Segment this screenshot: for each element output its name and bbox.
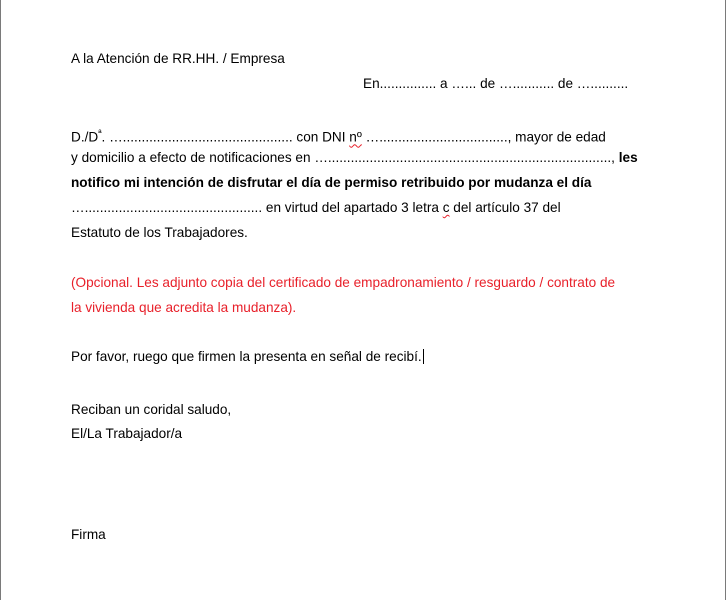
- date-line: En............... a …... de …........... de …..........: [363, 76, 629, 91]
- article-text: del artículo 37 del: [449, 200, 561, 215]
- paragraph-identity-line-2: [71, 150, 638, 166]
- address-blank: y domicilio a efecto de notificaciones en …...........................................................................,: [71, 150, 615, 165]
- paragraph-identity-line-1: [71, 125, 606, 146]
- name-blank: . …............................................. con DNI: [101, 129, 350, 145]
- title-prefix: D./D: [71, 129, 99, 145]
- text-cursor: [423, 349, 424, 364]
- title-superscript: ª: [98, 128, 102, 138]
- les-text: les: [614, 150, 638, 165]
- dni-number-label: nº: [349, 129, 362, 145]
- date-blank: …............................................... en virtud del apartado 3 letra: [71, 200, 443, 215]
- sender-line: El/La Trabajador/a: [71, 426, 183, 441]
- request-text: Por favor, ruego que firmen la presenta en señal de recibí.: [71, 349, 422, 364]
- paragraph-identity-line-5: Estatuto de los Trabajadores.: [71, 225, 248, 240]
- paragraph-identity-line-3: notifico mi intención de disfrutar el día de permiso retribuido por mudanza el día: [71, 175, 592, 190]
- dni-blank: ….................................., mayor de edad: [361, 129, 606, 145]
- letter-c: c: [442, 200, 450, 215]
- paragraph-identity-line-4: [71, 200, 561, 216]
- signature-line: Firma: [71, 527, 106, 542]
- optional-line-2: la vivienda que acredita la mudanza).: [71, 300, 297, 315]
- request-line: [71, 349, 424, 365]
- optional-line-1: (Opcional. Les adjunto copia del certificado de empadronamiento / resguardo / contrato de: [71, 275, 616, 290]
- recipient-line: A la Atención de RR.HH. / Empresa: [71, 51, 285, 66]
- closing-line: Reciban un coridal saludo,: [71, 402, 232, 417]
